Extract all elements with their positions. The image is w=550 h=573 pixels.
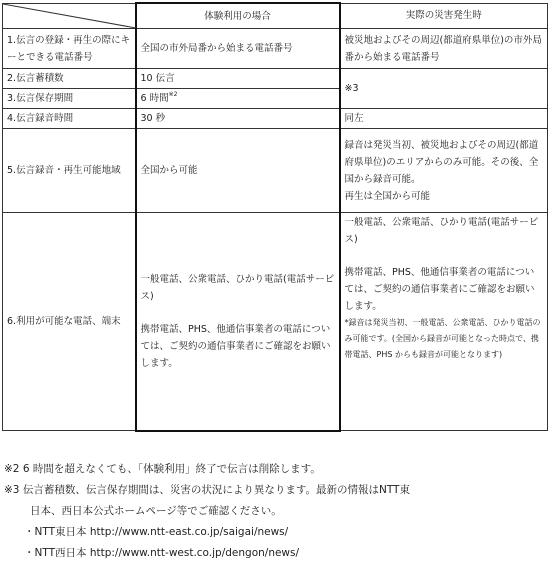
disaster-footnote: *録音は発災当初、一般電話、公衆電話、ひかり電話のみ可能です。(全国から録音が可能となった時点で、携帯電話、PHS からも録音が可能となります) xyxy=(344,318,541,359)
trial-cell xyxy=(136,213,340,431)
table-row xyxy=(3,213,548,431)
note-3-line-1: ※3 伝言蓄積数、伝言保存期間は、災害の状況により異なります。最新の情報はNTT東 xyxy=(4,484,410,496)
footnotes xyxy=(4,459,544,564)
disaster-paragraph: 再生は全国から可能 xyxy=(344,190,431,202)
diagonal-line-icon xyxy=(3,4,136,28)
row-label: 4.伝言録音時間 xyxy=(3,109,136,129)
disaster-cell xyxy=(340,129,548,213)
header-disaster: 実際の災害発生時 xyxy=(340,3,548,29)
link-ntt-west[interactable]: ・NTT西日本 http://www.ntt-west.co.jp/dengon/news/ xyxy=(24,547,300,559)
row-label: 1.伝言の登録・再生の際にキーとできる電話番号 xyxy=(3,29,136,69)
disaster-paragraph: 携帯電話、PHS、他通信事業者の電話については、ご契約の通信事業者にご確認をお願いします。 xyxy=(344,267,535,312)
disaster-cell: 同左 xyxy=(340,109,548,129)
trial-cell xyxy=(136,89,340,109)
row-label: 2.伝言蓄積数 xyxy=(3,69,136,89)
row-label: 3.伝言保存期間 xyxy=(3,89,136,109)
disaster-paragraph: 録音は発災当初、被災地およびその周辺(都道府県単位)のエリアからのみ可能。その後、全国から録音可能。 xyxy=(344,139,539,185)
trial-cell: 全国から可能 xyxy=(136,129,340,213)
table-row xyxy=(3,109,548,129)
header-row xyxy=(3,3,548,29)
comparison-table xyxy=(2,2,548,432)
table-row xyxy=(3,29,548,69)
table-row xyxy=(3,69,548,89)
disaster-paragraph: 一般電話、公衆電話、ひかり電話(電話サービス) xyxy=(344,217,539,245)
note-2: ※2 6 時間を超えなくても、「体験利用」終了で伝言は削除します。 xyxy=(4,463,321,475)
trial-cell: 30 秒 xyxy=(136,109,340,129)
trial-cell: 10 伝言 xyxy=(136,69,340,89)
note-3-line-2: 日本、西日本公式ホームページ等でご確認ください。 xyxy=(30,505,282,517)
table-row xyxy=(3,129,548,213)
corner-cell xyxy=(3,3,136,29)
disaster-cell: ※3 xyxy=(340,69,548,109)
disaster-cell xyxy=(340,213,548,431)
trial-paragraph: 携帯電話、PHS、他通信事業者の電話については、ご契約の通信事業者にご確認をお願いします。 xyxy=(140,323,331,369)
row-label: 6.利用が可能な電話、端末 xyxy=(3,213,136,431)
trial-cell: 全国の市外局番から始まる電話番号 xyxy=(136,29,340,69)
trial-paragraph: 一般電話、公衆電話、ひかり電話(電話サービス) xyxy=(140,273,335,302)
disaster-cell: 被災地およびその周辺(都道府県単位)の市外局番から始まる電話番号 xyxy=(340,29,548,69)
footnote-ref: ※2 xyxy=(168,91,178,98)
trial-value: 6 時間 xyxy=(140,93,169,104)
row-label: 5.伝言録音・再生可能地域 xyxy=(3,129,136,213)
header-trial: 体験利用の場合 xyxy=(136,3,340,29)
link-ntt-east[interactable]: ・NTT東日本 http://www.ntt-east.co.jp/saigai/news/ xyxy=(24,526,289,538)
